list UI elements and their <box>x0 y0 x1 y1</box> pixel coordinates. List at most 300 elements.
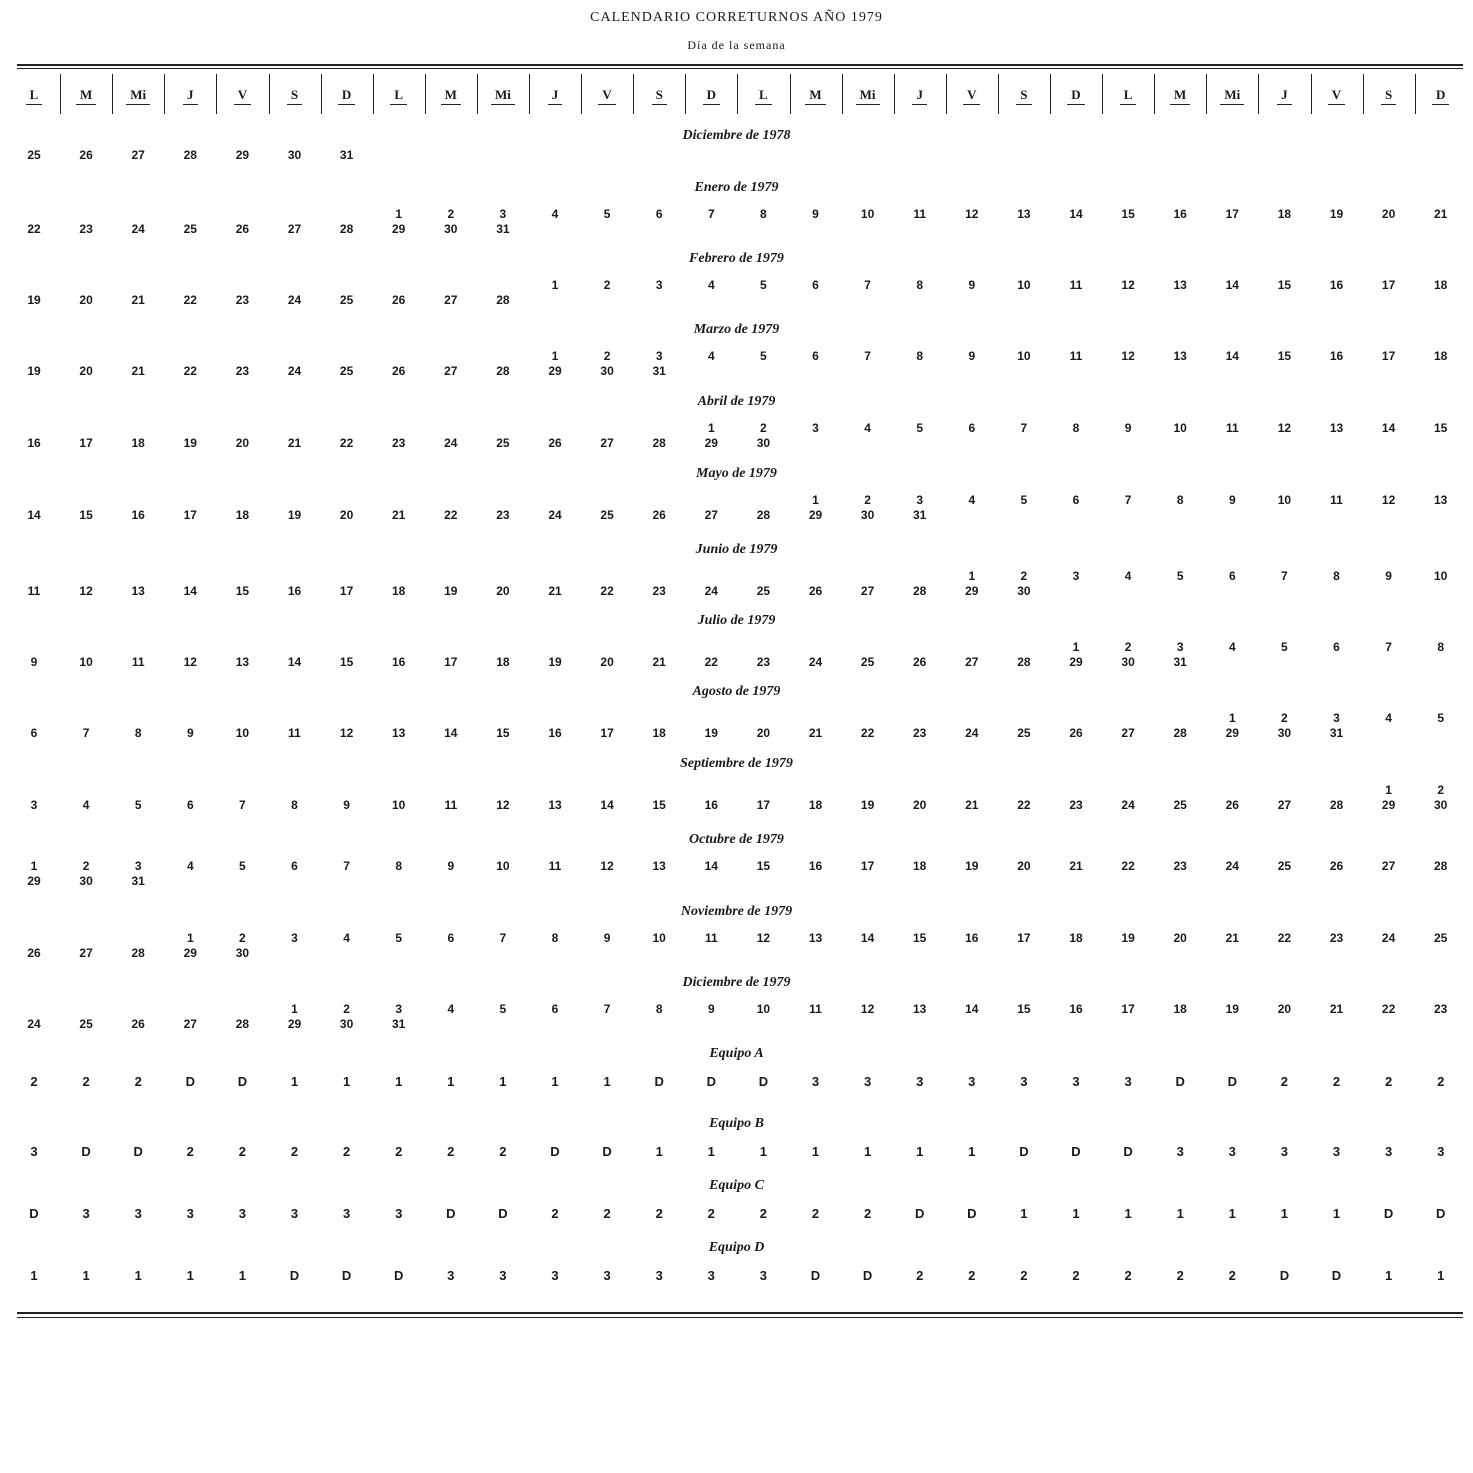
day-number: 13 <box>652 859 666 873</box>
shift-code: 3 <box>551 1268 559 1283</box>
weekday-header <box>1156 78 1204 112</box>
day-number: 22 <box>1017 798 1031 812</box>
shift-code: 1 <box>551 1074 559 1089</box>
day-number: 2 <box>1437 783 1445 797</box>
day-number: 14 <box>860 931 875 945</box>
day-number: 13 <box>1173 278 1187 292</box>
day-number: 14 <box>1225 278 1239 292</box>
shift-code: 3 <box>290 1206 299 1221</box>
day-number: 8 <box>291 798 298 812</box>
shift-code: D <box>654 1074 664 1089</box>
day-number: 27 <box>1277 798 1292 812</box>
weekday-header-label: J <box>1277 87 1292 105</box>
shift-code: 1 <box>1020 1206 1028 1221</box>
shift-code: 3 <box>238 1206 246 1221</box>
day-number: 20 <box>913 798 927 812</box>
day-number: 23 <box>652 584 666 598</box>
shift-code: D <box>446 1206 456 1221</box>
day-number: 2 <box>447 207 455 221</box>
day-number: 25 <box>1277 859 1292 873</box>
day-number: 9 <box>968 349 976 363</box>
weekday-header <box>166 78 214 112</box>
shift-code: 3 <box>447 1268 455 1283</box>
shift-code: 3 <box>395 1206 403 1221</box>
header-separator <box>842 74 843 114</box>
header-separator <box>1258 74 1259 114</box>
shift-code: D <box>914 1206 925 1221</box>
header-separator <box>1415 74 1416 114</box>
month-label: Julio de 1979 <box>697 613 776 628</box>
shift-code: 3 <box>1437 1144 1445 1159</box>
month-label: Diciembre de 1979 <box>682 975 791 990</box>
day-number: 18 <box>235 508 250 522</box>
day-number: 26 <box>79 148 93 162</box>
day-number: 30 <box>756 436 771 450</box>
day-number: 25 <box>1017 726 1031 740</box>
day-number: 5 <box>1437 711 1445 725</box>
day-number: 16 <box>1329 278 1344 292</box>
day-number: 8 <box>551 931 559 945</box>
day-number: 17 <box>79 436 93 450</box>
day-number: 31 <box>339 148 354 162</box>
shift-code: D <box>1383 1206 1394 1221</box>
day-number: 12 <box>1121 349 1135 363</box>
month-label: Abril de 1979 <box>697 394 776 409</box>
day-number: 1 <box>291 1002 298 1016</box>
weekday-header <box>531 78 579 112</box>
day-number: 2 <box>760 421 767 435</box>
day-number: 29 <box>808 508 823 522</box>
day-number: 29 <box>287 1017 302 1031</box>
day-number: 1 <box>812 493 819 507</box>
day-number: 24 <box>444 436 458 450</box>
day-number: 2 <box>1124 640 1132 654</box>
shift-code: D <box>498 1206 508 1221</box>
day-number: 22 <box>444 508 458 522</box>
day-number: 15 <box>756 859 771 873</box>
day-number: 5 <box>134 798 142 812</box>
day-number: 27 <box>704 508 718 522</box>
shift-code: 3 <box>1384 1144 1393 1159</box>
day-number: 18 <box>496 655 510 669</box>
day-number: 9 <box>812 207 819 221</box>
day-number: 6 <box>812 278 819 292</box>
day-number: 14 <box>1225 349 1239 363</box>
day-number: 25 <box>860 655 875 669</box>
shift-code: 1 <box>1176 1206 1184 1221</box>
day-number: 1 <box>1385 783 1392 797</box>
day-number: 28 <box>131 946 145 960</box>
header-separator <box>425 74 426 114</box>
shift-code: D <box>1123 1144 1133 1159</box>
day-number: 23 <box>1434 1002 1448 1016</box>
weekday-header <box>1365 78 1413 112</box>
day-number: 14 <box>965 1002 979 1016</box>
day-number: 14 <box>444 726 458 740</box>
day-number: 26 <box>913 655 927 669</box>
page-title: CALENDARIO CORRETURNOS AÑO 1979 <box>590 10 883 25</box>
header-separator <box>1154 74 1155 114</box>
header-separator <box>60 74 61 114</box>
day-number: 6 <box>447 931 455 945</box>
weekday-header-label: S <box>1016 87 1031 105</box>
day-number: 8 <box>760 207 767 221</box>
day-number: 22 <box>704 655 718 669</box>
header-separator <box>1363 74 1364 114</box>
day-number: 20 <box>756 726 771 740</box>
day-number: 7 <box>1281 569 1288 583</box>
day-number: 17 <box>600 726 614 740</box>
day-number: 16 <box>131 508 145 522</box>
day-number: 15 <box>1277 349 1292 363</box>
shift-code: 1 <box>342 1074 351 1089</box>
day-number: 8 <box>1333 569 1340 583</box>
day-number: 27 <box>860 584 875 598</box>
day-number: 28 <box>496 293 510 307</box>
weekday-header <box>1313 78 1361 112</box>
day-number: 7 <box>239 798 246 812</box>
day-number: 15 <box>1017 1002 1031 1016</box>
day-number: 20 <box>600 655 614 669</box>
month-label: Octubre de 1979 <box>689 832 784 847</box>
day-number: 20 <box>235 436 250 450</box>
shift-code: 2 <box>1176 1268 1184 1283</box>
shift-code: 3 <box>916 1074 924 1089</box>
shift-code: 1 <box>1124 1206 1132 1221</box>
shift-code: D <box>289 1268 300 1283</box>
day-number: 10 <box>496 859 510 873</box>
shift-code: D <box>1175 1074 1185 1089</box>
day-number: 20 <box>79 364 93 378</box>
day-number: 12 <box>756 931 771 945</box>
day-number: 3 <box>1176 640 1184 654</box>
day-number: 7 <box>1124 493 1132 507</box>
shift-code: 3 <box>759 1268 767 1283</box>
day-number: 29 <box>548 364 562 378</box>
day-number: 30 <box>444 222 458 236</box>
day-number: 14 <box>1069 207 1083 221</box>
day-number: 26 <box>392 293 406 307</box>
day-number: 27 <box>444 364 458 378</box>
header-separator <box>216 74 217 114</box>
day-number: 28 <box>1173 726 1187 740</box>
day-number: 24 <box>287 293 302 307</box>
day-number: 18 <box>392 584 406 598</box>
day-number: 24 <box>1121 798 1135 812</box>
day-number: 6 <box>1072 493 1080 507</box>
shift-code: 2 <box>863 1206 872 1221</box>
day-number: 24 <box>287 364 302 378</box>
day-number: 31 <box>1173 655 1187 669</box>
day-number: 24 <box>1381 931 1396 945</box>
day-number: 23 <box>392 436 406 450</box>
month-label: Noviembre de 1979 <box>680 904 793 919</box>
day-number: 18 <box>913 859 927 873</box>
day-number: 12 <box>496 798 510 812</box>
day-number: 3 <box>291 931 298 945</box>
day-number: 30 <box>860 508 875 522</box>
shift-code: 1 <box>395 1074 403 1089</box>
day-number: 29 <box>392 222 406 236</box>
day-number: 10 <box>392 798 406 812</box>
day-number: 10 <box>235 726 250 740</box>
day-number: 18 <box>131 436 145 450</box>
shift-code: 1 <box>916 1144 924 1159</box>
day-number: 21 <box>965 798 979 812</box>
day-number: 20 <box>1173 931 1187 945</box>
weekday-header-label: V <box>1328 87 1345 105</box>
day-number: 23 <box>235 293 250 307</box>
day-number: 27 <box>1381 859 1396 873</box>
day-number: 29 <box>1381 798 1396 812</box>
day-number: 4 <box>82 798 90 812</box>
day-number: 8 <box>1437 640 1445 654</box>
day-number: 11 <box>809 1002 822 1016</box>
day-number: 24 <box>27 1017 41 1031</box>
day-number: 11 <box>27 584 41 598</box>
day-number: 18 <box>1434 349 1448 363</box>
day-number: 8 <box>655 1002 663 1016</box>
day-number: 7 <box>864 278 871 292</box>
day-number: 5 <box>760 349 767 363</box>
day-number: 25 <box>756 584 771 598</box>
shift-code: 2 <box>811 1206 820 1221</box>
header-separator <box>1311 74 1312 114</box>
shift-code: D <box>1071 1144 1081 1159</box>
day-number: 27 <box>131 148 145 162</box>
weekday-header-label: Mi <box>1220 87 1244 105</box>
day-number: 26 <box>131 1017 145 1031</box>
day-number: 21 <box>1329 1002 1344 1016</box>
shift-code: 1 <box>707 1144 715 1159</box>
day-number: 24 <box>1225 859 1239 873</box>
day-number: 11 <box>288 726 301 740</box>
day-number: 2 <box>603 349 611 363</box>
day-number: 30 <box>79 874 93 888</box>
weekday-header <box>635 78 683 112</box>
weekday-header <box>427 78 475 112</box>
day-number: 14 <box>183 584 197 598</box>
day-number: 2 <box>1020 569 1028 583</box>
weekday-header-label: L <box>755 87 772 105</box>
day-number: 3 <box>812 421 819 435</box>
day-number: 11 <box>704 931 718 945</box>
header-separator <box>269 74 270 114</box>
day-number: 4 <box>1385 711 1392 725</box>
weekday-header <box>687 78 735 112</box>
day-number: 11 <box>1069 278 1083 292</box>
day-number: 27 <box>600 436 614 450</box>
day-number: 13 <box>913 1002 927 1016</box>
shift-code: D <box>81 1144 91 1159</box>
shift-code: D <box>29 1206 39 1221</box>
header-separator <box>998 74 999 114</box>
day-number: 25 <box>339 364 354 378</box>
day-number: 30 <box>1017 584 1031 598</box>
day-number: 22 <box>1121 859 1135 873</box>
shift-code: D <box>967 1206 977 1221</box>
day-number: 22 <box>1277 931 1292 945</box>
day-number: 12 <box>1121 278 1135 292</box>
shift-code: 2 <box>1437 1074 1445 1089</box>
day-number: 18 <box>808 798 823 812</box>
weekday-header-label: J <box>912 87 927 105</box>
day-number: 2 <box>239 931 246 945</box>
header-separator <box>685 74 686 114</box>
shift-code: 3 <box>342 1206 351 1221</box>
shift-code: 1 <box>447 1074 455 1089</box>
weekday-header <box>896 78 944 112</box>
header-separator <box>164 74 165 114</box>
day-number: 26 <box>392 364 406 378</box>
day-number: 25 <box>1173 798 1187 812</box>
day-number: 9 <box>707 1002 715 1016</box>
day-number: 17 <box>1225 207 1239 221</box>
shift-code: 1 <box>1384 1268 1393 1283</box>
day-number: 17 <box>860 859 875 873</box>
day-number: 1 <box>30 859 38 873</box>
day-number: 20 <box>496 584 510 598</box>
shift-code: 2 <box>82 1074 90 1089</box>
day-number: 12 <box>339 726 354 740</box>
day-number: 19 <box>1329 207 1344 221</box>
weekday-header-label: D <box>1067 87 1084 105</box>
header-separator <box>321 74 322 114</box>
shift-code: 1 <box>1072 1206 1080 1221</box>
shift-code: 2 <box>1332 1074 1341 1089</box>
day-number: 17 <box>1381 278 1396 292</box>
day-number: 12 <box>1277 421 1292 435</box>
day-number: 22 <box>860 726 875 740</box>
day-number: 9 <box>968 278 976 292</box>
day-number: 8 <box>1176 493 1184 507</box>
shift-code: 2 <box>186 1144 194 1159</box>
day-number: 12 <box>600 859 614 873</box>
weekday-header <box>844 78 892 112</box>
day-number: 13 <box>548 798 562 812</box>
shift-code: 3 <box>1332 1144 1341 1159</box>
day-number: 2 <box>603 278 611 292</box>
day-number: 15 <box>339 655 354 669</box>
shift-code: 2 <box>655 1206 663 1221</box>
day-number: 4 <box>343 931 350 945</box>
day-number: 4 <box>186 859 194 873</box>
day-number: 27 <box>444 293 458 307</box>
day-number: 27 <box>287 222 302 236</box>
day-number: 5 <box>239 859 246 873</box>
weekday-header <box>583 78 631 112</box>
shift-code: 2 <box>759 1206 767 1221</box>
month-label: Septiembre de 1979 <box>680 756 793 771</box>
day-number: 8 <box>1072 421 1080 435</box>
day-number: 8 <box>134 726 142 740</box>
month-label: Junio de 1979 <box>695 542 778 557</box>
day-number: 13 <box>235 655 250 669</box>
day-number: 11 <box>1330 493 1343 507</box>
team-label: Equipo C <box>709 1178 764 1193</box>
weekday-header-label: J <box>548 87 563 105</box>
header-separator <box>112 74 113 114</box>
shift-code: 1 <box>238 1268 246 1283</box>
day-number: 26 <box>1225 798 1239 812</box>
shift-code: 1 <box>1228 1206 1236 1221</box>
month-label: Enero de 1979 <box>694 180 779 195</box>
day-number: 23 <box>235 364 250 378</box>
day-number: 21 <box>392 508 406 522</box>
day-number: 22 <box>27 222 41 236</box>
weekday-header-label: D <box>1432 87 1449 105</box>
shift-code: D <box>1331 1268 1342 1283</box>
weekday-header <box>323 78 371 112</box>
shift-code: 2 <box>1280 1074 1288 1089</box>
weekday-header-label: L <box>26 87 43 105</box>
day-number: 9 <box>30 655 38 669</box>
day-number: 2 <box>864 493 871 507</box>
shift-code: 1 <box>759 1144 767 1159</box>
day-number: 31 <box>496 222 510 236</box>
day-number: 25 <box>183 222 197 236</box>
day-number: 16 <box>287 584 302 598</box>
day-number: 19 <box>860 798 875 812</box>
shift-code: 2 <box>30 1074 38 1089</box>
shift-code: D <box>393 1268 404 1283</box>
header-separator <box>477 74 478 114</box>
day-number: 28 <box>1329 798 1344 812</box>
day-number: 31 <box>913 508 927 522</box>
day-number: 16 <box>1069 1002 1083 1016</box>
weekday-header-label: M <box>76 87 96 105</box>
weekday-header <box>271 78 319 112</box>
day-number: 29 <box>235 148 250 162</box>
shift-code: 3 <box>30 1144 38 1159</box>
shift-code: D <box>758 1074 769 1089</box>
header-separator <box>1050 74 1051 114</box>
weekday-header-label: J <box>183 87 198 105</box>
weekday-header-label: L <box>390 87 407 105</box>
day-number: 16 <box>27 436 41 450</box>
day-number: 20 <box>1017 859 1031 873</box>
weekday-header-label: V <box>963 87 980 105</box>
day-number: 25 <box>339 293 354 307</box>
day-number: 13 <box>808 931 823 945</box>
day-number: 12 <box>860 1002 875 1016</box>
day-number: 3 <box>499 207 507 221</box>
day-number: 11 <box>913 207 927 221</box>
day-number: 28 <box>496 364 510 378</box>
day-number: 19 <box>1225 1002 1239 1016</box>
day-number: 4 <box>1124 569 1132 583</box>
day-number: 19 <box>183 436 197 450</box>
day-number: 7 <box>82 726 90 740</box>
day-number: 11 <box>1069 349 1083 363</box>
day-number: 2 <box>82 859 90 873</box>
day-number: 14 <box>27 508 41 522</box>
shift-code: 3 <box>1280 1144 1288 1159</box>
shift-code: 2 <box>238 1144 246 1159</box>
shift-code: D <box>133 1144 143 1159</box>
day-number: 19 <box>548 655 562 669</box>
shift-code: 3 <box>968 1074 976 1089</box>
shift-code: 1 <box>134 1268 142 1283</box>
day-number: 4 <box>707 349 715 363</box>
day-number: 7 <box>343 859 350 873</box>
day-number: 24 <box>548 508 562 522</box>
day-number: 10 <box>1017 349 1031 363</box>
day-number: 29 <box>1069 655 1083 669</box>
shift-code: 3 <box>603 1268 611 1283</box>
shift-code: 3 <box>655 1268 663 1283</box>
day-number: 17 <box>1121 1002 1135 1016</box>
